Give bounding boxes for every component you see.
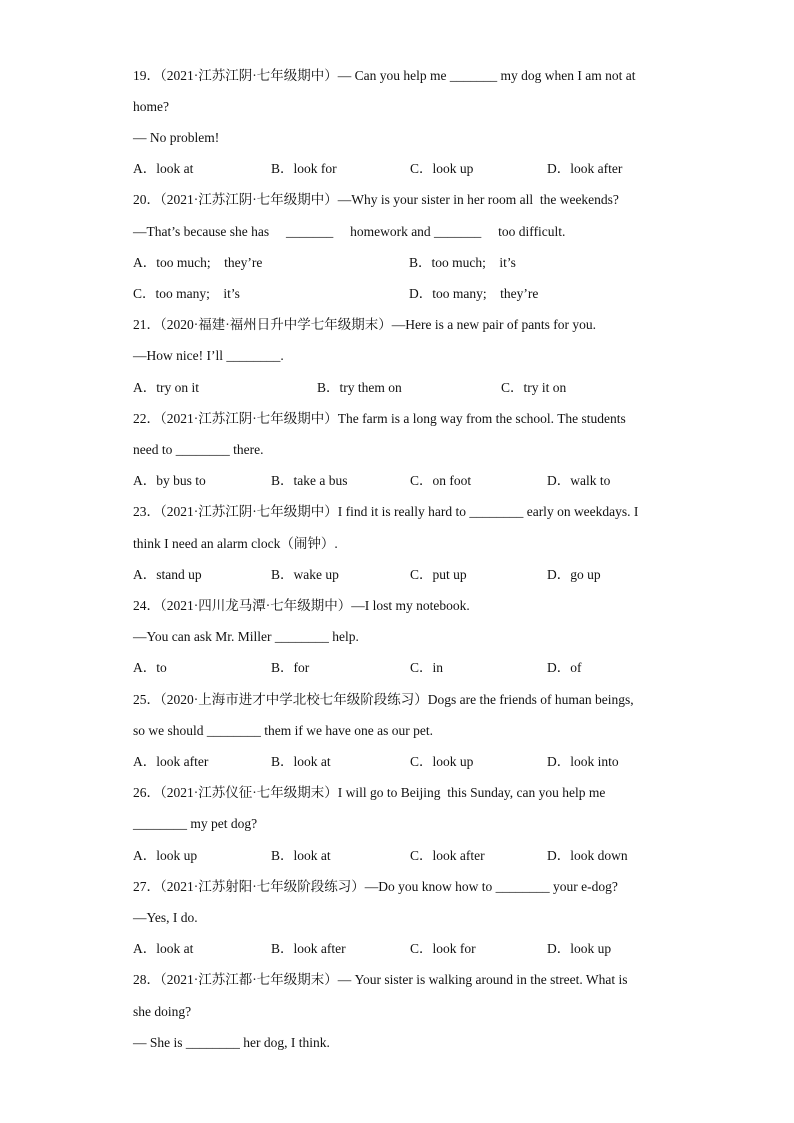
option-d[interactable]: D．walk to [547, 473, 611, 488]
option-b[interactable]: B．take a bus [271, 473, 348, 488]
question-stem: 22．（2021·江苏江阴·七年级期中）The farm is a long way from the school. The students [133, 411, 626, 426]
option-d[interactable]: D．look up [547, 941, 612, 956]
option-c[interactable]: C．too many; it’s [133, 286, 240, 301]
question-stem: — No problem! [133, 130, 220, 145]
question-stem: —That’s because she has _______ homework and _______ too difficult. [133, 224, 566, 239]
option-b[interactable]: B．too much; it’s [409, 255, 516, 270]
question-stem: so we should ________ them if we have one as our pet. [133, 723, 433, 738]
question-stem: 24．（2021·四川龙马潭·七年级期中）—I lost my notebook. [133, 598, 470, 613]
question-stem: ________ my pet dog? [133, 816, 258, 831]
option-b[interactable]: B．look at [271, 848, 331, 863]
option-a[interactable]: A．by bus to [133, 473, 206, 488]
option-b[interactable]: B．for [271, 660, 310, 675]
question-stem: 25．（2020·上海市进才中学北校七年级阶段练习）Dogs are the friends of human beings, [133, 692, 634, 707]
option-b[interactable]: B．wake up [271, 567, 339, 582]
option-b[interactable]: B．look at [271, 754, 331, 769]
question-stem: 23．（2021·江苏江阴·七年级期中）I find it is really hard to ________ early on weekdays. I [133, 504, 639, 519]
question-stem: 26．（2021·江苏仪征·七年级期末）I will go to Beijing this Sunday, can you help me [133, 785, 606, 800]
option-a[interactable]: A．look at [133, 941, 194, 956]
option-c[interactable]: C．put up [410, 567, 467, 582]
question-stem: 28．（2021·江苏江都·七年级期末）— Your sister is walking around in the street. What is [133, 972, 628, 987]
question-stem: —How nice! I’ll ________. [133, 348, 284, 363]
question-stem: 19．（2021·江苏江阴·七年级期中）— Can you help me _______ my dog when I am not at [133, 68, 636, 83]
option-a[interactable]: A．stand up [133, 567, 202, 582]
question-stem: think I need an alarm clock（闹钟）. [133, 536, 338, 551]
question-stem: — She is ________ her dog, I think. [133, 1035, 330, 1050]
option-b[interactable]: B．look after [271, 941, 346, 956]
option-b[interactable]: B．try them on [317, 380, 402, 395]
option-c[interactable]: C．look up [410, 754, 474, 769]
option-b[interactable]: B．look for [271, 161, 337, 176]
option-c[interactable]: C．look after [410, 848, 485, 863]
question-stem: she doing? [133, 1004, 192, 1019]
option-a[interactable]: A．look at [133, 161, 194, 176]
option-d[interactable]: D．too many; they’re [409, 286, 539, 301]
option-c[interactable]: C．try it on [501, 380, 567, 395]
question-stem: —Yes, I do. [133, 910, 198, 925]
option-c[interactable]: C．look for [410, 941, 476, 956]
option-c[interactable]: C．look up [410, 161, 474, 176]
option-c[interactable]: C．on foot [410, 473, 472, 488]
question-stem: —You can ask Mr. Miller ________ help. [133, 629, 359, 644]
option-d[interactable]: D．go up [547, 567, 601, 582]
option-d[interactable]: D．of [547, 660, 582, 675]
option-d[interactable]: D．look down [547, 848, 628, 863]
question-stem: 27．（2021·江苏射阳·七年级阶段练习）—Do you know how to ________ your e-dog? [133, 879, 618, 894]
option-d[interactable]: D．look after [547, 161, 623, 176]
option-d[interactable]: D．look into [547, 754, 619, 769]
question-stem: home? [133, 99, 169, 114]
question-stem: need to ________ there. [133, 442, 264, 457]
option-a[interactable]: A．too much; they’re [133, 255, 263, 270]
option-a[interactable]: A．look after [133, 754, 209, 769]
question-stem: 20．（2021·江苏江阴·七年级期中）—Why is your sister in her room all the weekends? [133, 192, 619, 207]
option-a[interactable]: A．to [133, 660, 167, 675]
question-stem: 21．（2020·福建·福州日升中学七年级期末）—Here is a new pair of pants for you. [133, 317, 597, 332]
option-a[interactable]: A．look up [133, 848, 198, 863]
option-a[interactable]: A．try on it [133, 380, 199, 395]
option-c[interactable]: C．in [410, 660, 444, 675]
